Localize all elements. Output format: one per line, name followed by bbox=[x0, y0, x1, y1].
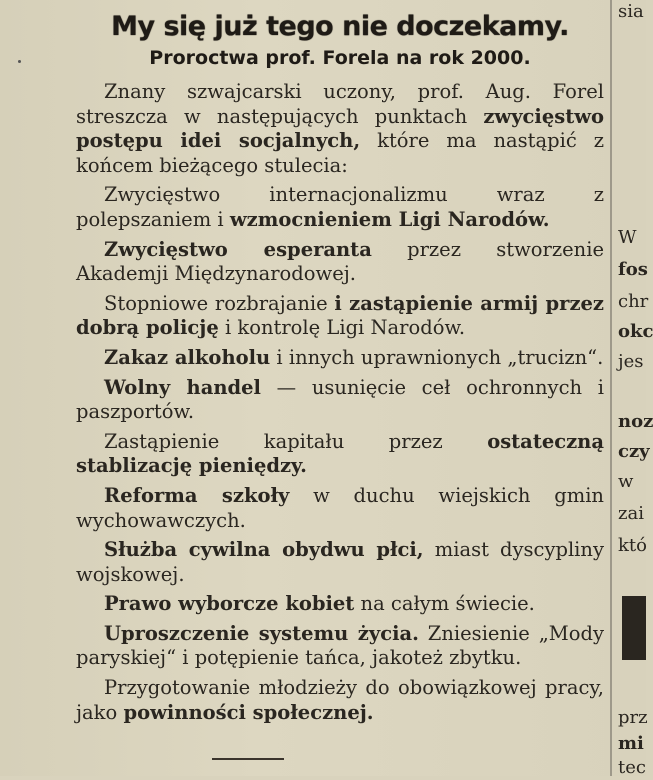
bold-text: i zastąpienie armij przez dobrą policję bbox=[76, 291, 604, 340]
article-paragraph bbox=[76, 622, 604, 671]
adjacent-dark-graphic bbox=[622, 596, 646, 660]
article-paragraph bbox=[76, 183, 604, 232]
adjacent-text-fragment: któ bbox=[618, 535, 647, 556]
bold-text: ostateczną stablizację pieniędzy. bbox=[76, 429, 604, 478]
text-run: miast dyscypliny wojskowej. bbox=[76, 538, 604, 586]
adjacent-text-fragment: sia bbox=[618, 1, 644, 22]
article-paragraph bbox=[76, 346, 604, 371]
article-paragraph bbox=[76, 430, 604, 479]
print-speck bbox=[18, 60, 21, 63]
text-run: na całym świecie. bbox=[354, 592, 535, 616]
text-run: i kontrolę Ligi Narodów. bbox=[218, 316, 466, 340]
end-rule bbox=[212, 758, 284, 760]
article-paragraph bbox=[76, 292, 604, 341]
text-run: które ma nastąpić z końcem bieżącego stulecia: bbox=[76, 129, 605, 177]
adjacent-text-fragment: w bbox=[618, 471, 634, 492]
bold-text: wzmocnieniem Ligi Narodów. bbox=[229, 207, 550, 231]
adjacent-text-fragment: zai bbox=[618, 503, 644, 524]
bold-text: Zwycięstwo esperanta bbox=[104, 237, 372, 261]
bold-text: Uproszczenie systemu życia. bbox=[104, 621, 419, 645]
bold-text: Zakaz alkoholu bbox=[104, 345, 271, 369]
article-paragraph bbox=[76, 238, 604, 287]
adjacent-text-fragment: prz bbox=[618, 707, 648, 728]
article-paragraph bbox=[76, 592, 604, 617]
article-subheadline: Proroctwa prof. Forela na rok 2000. bbox=[149, 47, 531, 69]
article-headline: My się już tego nie doczekamy. bbox=[111, 11, 569, 42]
bold-text: Reforma szkoły bbox=[104, 483, 290, 507]
article-paragraph bbox=[76, 676, 604, 725]
adjacent-text-fragment: W bbox=[618, 227, 637, 248]
text-run: Zniesienie „Mody paryskiej“ i potępienie tańca, jakoteż zbytku. bbox=[76, 621, 604, 670]
bold-text: Wolny handel bbox=[104, 375, 261, 399]
text-run: Znany szwajcarski uczony, prof. Aug. Forel streszcza w następujących punktach bbox=[76, 80, 604, 128]
article-paragraph bbox=[76, 376, 604, 425]
adjacent-text-fragment: jes bbox=[618, 351, 644, 372]
adjacent-text-fragment: okc bbox=[618, 321, 653, 342]
adjacent-text-fragment: chr bbox=[618, 291, 649, 312]
adjacent-text-fragment: fos bbox=[618, 259, 648, 280]
bold-text: Służba cywilna obydwu płci, bbox=[104, 538, 424, 562]
adjacent-text-fragment: czy bbox=[618, 441, 650, 462]
text-run: Zwycięstwo internacjonalizmu wraz z polepszaniem i bbox=[76, 183, 604, 231]
text-run: Zastąpienie kapitału przez bbox=[104, 429, 488, 453]
column-divider bbox=[610, 0, 612, 776]
article-paragraph bbox=[76, 80, 604, 178]
article-paragraph bbox=[76, 484, 604, 533]
bold-text: Prawo wyborcze kobiet bbox=[104, 592, 355, 616]
text-run: Przygotowanie młodzieży do obowiązkowej pracy, jako bbox=[76, 676, 604, 724]
adjacent-text-fragment: noz bbox=[618, 411, 653, 432]
adjacent-text-fragment: tec bbox=[618, 757, 646, 778]
bold-text: powinności społecznej. bbox=[123, 700, 374, 724]
text-run: przez stworzenie Akademji Międzynarodowej. bbox=[76, 237, 604, 286]
article-paragraph bbox=[76, 538, 604, 587]
text-run: i innych uprawnionych „trucizn“. bbox=[270, 345, 604, 369]
bold-text: zwycięstwo postępu idei socjalnych, bbox=[76, 104, 604, 153]
text-run: — usunięcie ceł ochronnych i paszportów. bbox=[76, 375, 604, 424]
adjacent-text-fragment: mi bbox=[618, 733, 644, 754]
article-column bbox=[76, 10, 604, 776]
text-run: Stopniowe rozbrajanie bbox=[104, 291, 335, 315]
text-run: w duchu wiejskich gmin wychowawczych. bbox=[76, 483, 604, 532]
article-body bbox=[76, 80, 604, 725]
